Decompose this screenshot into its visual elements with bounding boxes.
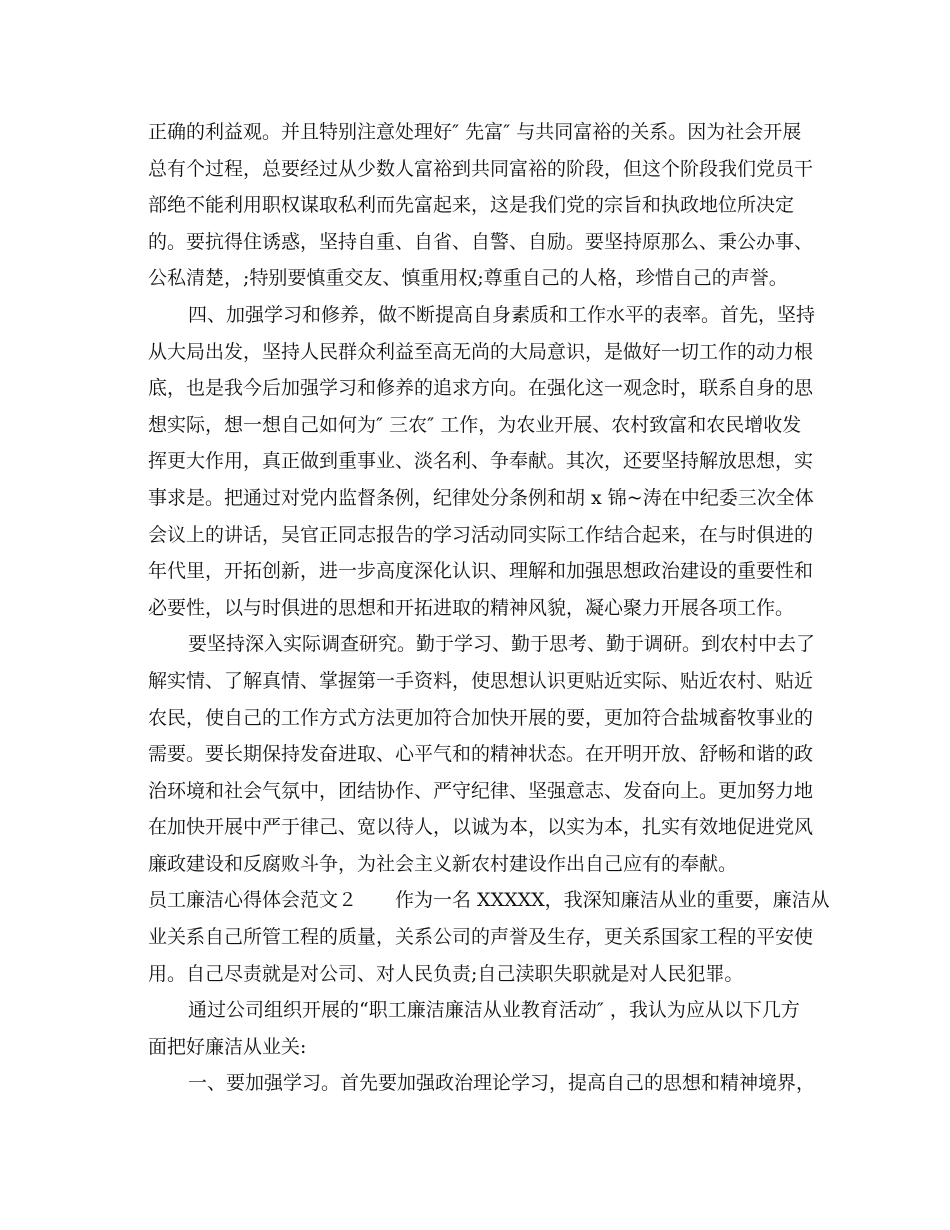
text-line: 年代里，开拓创新，进一步高度深化认识、理解和加强思想政治建设的重要性和 (148, 560, 814, 583)
section-heading-line: 员工廉洁心得体会范文２ 作为一名 XXXXX，我深知廉洁从业的重要，廉洁从 (148, 889, 830, 912)
text-line: 总有个过程，总要经过从少数人富裕到共同富裕的阶段，但这个阶段我们党员干 (148, 157, 814, 180)
document-body (148, 114, 830, 1102)
text-line: 面把好廉洁从业关: (148, 1035, 307, 1058)
paragraph-start-line: 通过公司组织开展的“职工廉洁廉洁从业教育活动″ ，我认为应从以下几方 (188, 999, 800, 1022)
text-line: 部绝不能利用职权谋取私利而先富起来，这是我们党的宗旨和执政地位所决定 (148, 194, 795, 217)
paragraph-start-line: 四、加强学习和修养，做不断提高自身素质和工作水平的表率。首先，坚持 (188, 303, 816, 326)
paragraph-start-line: 要坚持深入实际调查研究。勤于学习、勤于思考、勤于调研。到农村中去了 (188, 633, 816, 656)
text-line: 用。自己尽责就是对公司、对人民负责;自己渎职失职就是对人民犯罪。 (148, 962, 744, 985)
text-line: 业关系自己所管工程的质量，关系公司的声誉及生存，更关系国家工程的平安使 (148, 926, 814, 949)
text-line: 廉政建设和反腐败斗争，为社会主义新农村建设作出自己应有的奉献。 (148, 852, 738, 875)
text-line: 想实际，想一想自己如何为″ 三农″ 工作，为农业开展、农村致富和农民增收发 (148, 413, 802, 436)
text-line: 需要。要长期保持发奋进取、心平气和的精神状态。在开明开放、舒畅和谐的政 (148, 743, 814, 766)
text-line: 会议上的讲话，吴官正同志报告的学习活动同实际工作结合起来，在与时俱进的 (148, 523, 814, 546)
text-line: 正确的利益观。并且特别注意处理好″ 先富″ 与共同富裕的关系。因为社会开展 (148, 121, 802, 143)
text-line: 公私清楚，;特别要慎重交友、慎重用权;尊重自己的人格，珍惜自己的声誉。 (148, 267, 788, 290)
text-line: 解实情、了解真情、掌握第一手资料，使思想认识更贴近实际、贴近农村、贴近 (148, 669, 814, 692)
text-line: 治环境和社会气氛中，团结协作、严守纪律、坚强意志、发奋向上。更加努力地 (148, 779, 814, 802)
text-line: 农民，使自己的工作方式方法更加符合加快开展的要，更加符合盐城畜牧事业的 (148, 706, 814, 729)
paragraph-start-line: 一、要加强学习。首先要加强政治理论学习，提高自己的思想和精神境界， (188, 1072, 816, 1095)
text-line: 底，也是我今后加强学习和修养的追求方向。在强化这一观念时，联系自身的思 (148, 377, 814, 400)
text-line: 从大局出发，坚持人民群众利益至高无尚的大局意识，是做好一切工作的动力根 (148, 340, 814, 363)
text-line: 必要性，以与时俱进的思想和开拓进取的精神风貌，凝心聚力开展各项工作。 (148, 596, 795, 619)
text-line: 的。要抗得住诱惑，坚持自重、自省、自警、自励。要坚持原那么、秉公办事、 (148, 230, 814, 253)
text-line: 事求是。把通过对党内监督条例，纪律处分条例和胡 x 锦~涛在中纪委三次全体 (148, 486, 814, 509)
text-line: 挥更大作用，真正做到重事业、淡名利、争奉献。其次，还要坚持解放思想，实 (148, 450, 814, 473)
text-line: 在加快开展中严于律己、宽以待人，以诚为本，以实为本，扎实有效地促进党风 (148, 816, 814, 839)
